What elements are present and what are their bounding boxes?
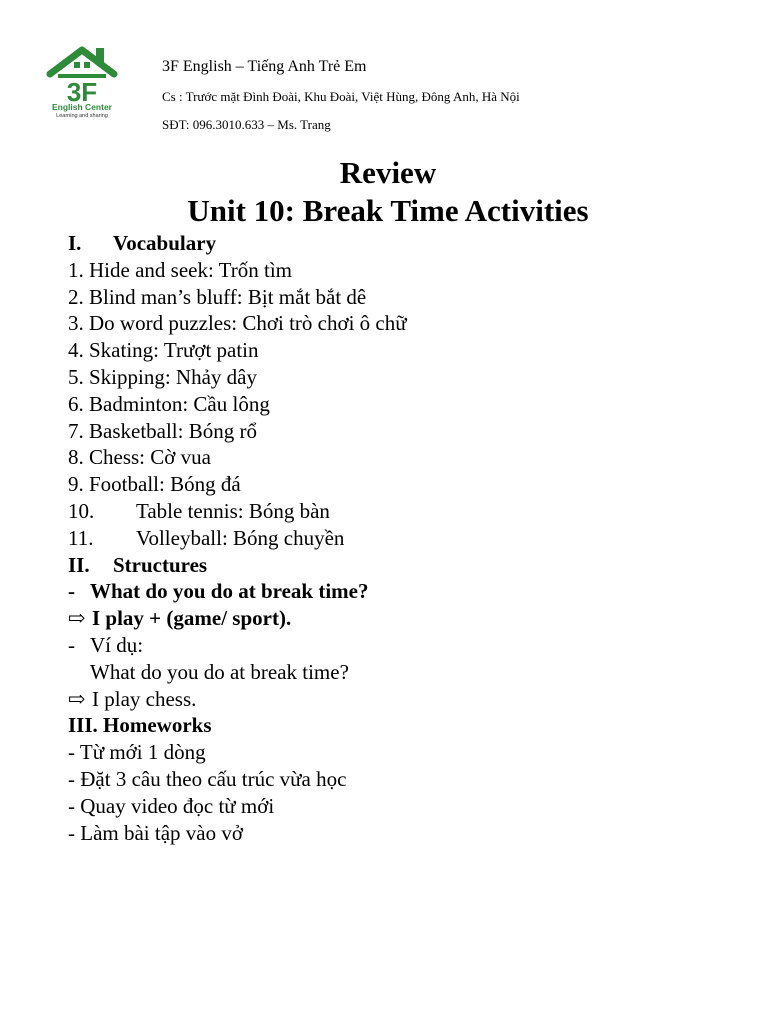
example-answer-text: I play chess. (92, 686, 197, 711)
section-heading-structures (68, 552, 748, 579)
vocab-item (68, 498, 748, 525)
vocab-item (68, 525, 748, 552)
homework-item: - Làm bài tập vào vở (68, 820, 243, 845)
homework-item: - Từ mới 1 dòng (68, 740, 206, 765)
example-question: What do you do at break time? (90, 659, 349, 684)
example-label (68, 632, 748, 659)
page-subtitle: Unit 10: Break Time Activities (187, 193, 589, 228)
lesson-content (68, 230, 748, 846)
vocab-item: 2. Blind man’s bluff: Bịt mắt bắt dê (68, 284, 367, 309)
vocab-item-number: 11. (68, 525, 94, 550)
logo (44, 44, 120, 128)
example-answer (68, 686, 748, 713)
vocab-item-text: Volleyball: Bóng chuyền (136, 525, 345, 550)
structure-question (68, 578, 748, 605)
center-name: 3F English – Tiếng Anh Trẻ Em (162, 58, 367, 75)
example-label-text: Ví dụ: (90, 632, 144, 657)
house-logo-icon (44, 44, 120, 104)
vocab-item: 7. Basketball: Bóng rổ (68, 418, 257, 443)
vocab-item: 1. Hide and seek: Trốn tìm (68, 257, 292, 282)
section-number: I. (68, 231, 82, 255)
section-title: Structures (113, 552, 208, 577)
homework-item: - Quay video đọc từ mới (68, 793, 275, 818)
homework-item: - Đặt 3 câu theo cấu trúc vừa học (68, 766, 347, 791)
section-heading-vocabulary (68, 230, 748, 257)
dash-bullet: - (68, 632, 75, 657)
section-heading-homeworks: III. Homeworks (68, 713, 212, 738)
structure-question-text: What do you do at break time? (90, 579, 369, 604)
center-phone: SĐT: 096.3010.633 – Ms. Trang (162, 117, 331, 132)
vocab-item: 5. Skipping: Nhảy dây (68, 364, 257, 389)
vocab-item: 3. Do word puzzles: Chơi trò chơi ô chữ (68, 311, 407, 336)
page-title: Review (339, 155, 437, 190)
arrow-right-icon: ⇨ (68, 606, 86, 631)
vocab-item-text: Table tennis: Bóng bàn (136, 498, 330, 523)
logo-tagline: Learning and sharing (56, 113, 108, 119)
vocab-item: 9. Football: Bóng đá (68, 472, 241, 497)
structure-answer (68, 605, 748, 632)
logo-mark: 3F (66, 77, 98, 104)
logo-name: English Center (52, 102, 112, 112)
vocab-item: 4. Skating: Trượt patin (68, 338, 259, 363)
vocab-item: 8. Chess: Cờ vua (68, 445, 211, 470)
vocab-item: 6. Badminton: Cầu lông (68, 391, 270, 416)
section-number: II. (68, 552, 90, 577)
structure-answer-text: I play + (game/ sport). (92, 606, 292, 631)
section-title: Vocabulary (113, 231, 217, 255)
arrow-right-icon: ⇨ (68, 686, 86, 711)
center-address: Cs : Trước mặt Đình Đoài, Khu Đoài, Việt Hùng, Đông Anh, Hà Nội (162, 89, 520, 104)
dash-bullet: - (68, 579, 75, 604)
vocab-item-number: 10. (68, 498, 95, 523)
